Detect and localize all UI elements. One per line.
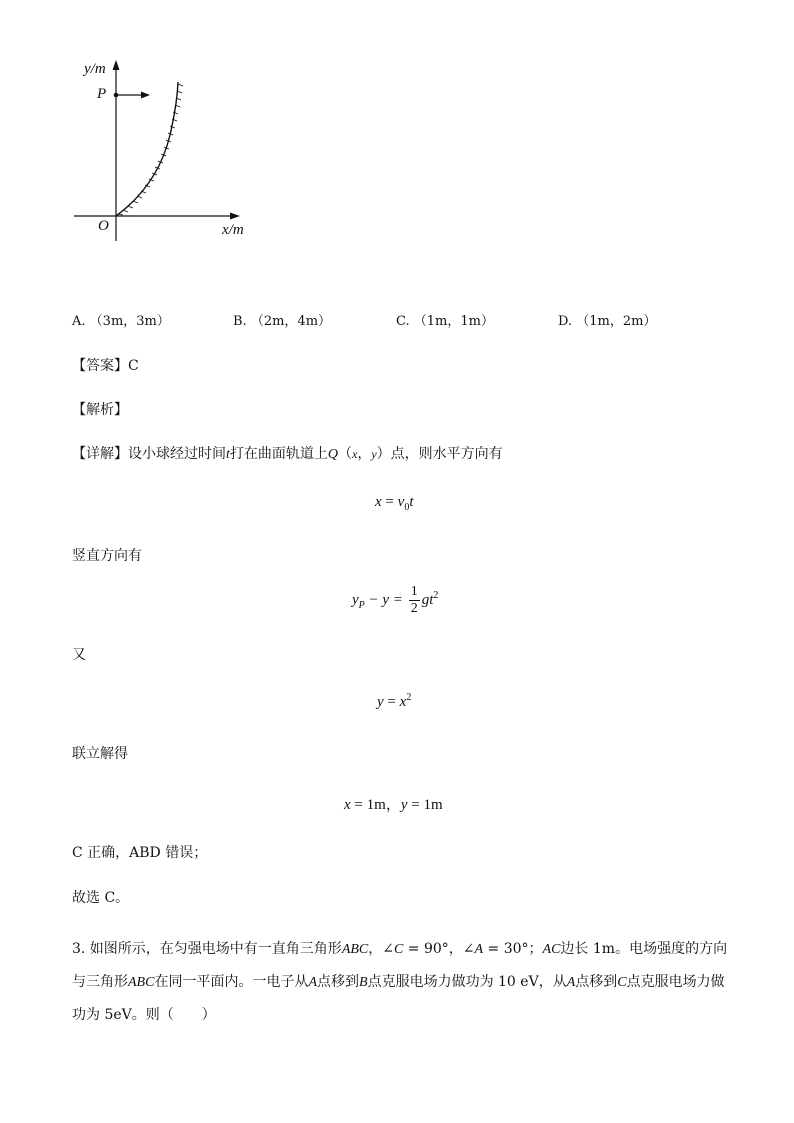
eq1-sub: 0 [404,502,410,513]
analysis-tag: 【解析】 [72,402,128,418]
option-a-value: （3m，3m） [89,314,170,329]
detail-text-a: 设小球经过时间 [128,446,226,462]
eq3-x: x [399,694,407,710]
var-q: Q [327,447,339,462]
eq4-xval: = 1m [350,797,386,813]
q3-p5: 边长 1m。电场强度的方向与三角形 [72,941,728,990]
detail-text-b: 打在曲面轨道上 [229,446,328,462]
q3-abc2: ABC [128,975,155,990]
fraction-half [409,584,420,617]
question-3 [72,933,732,1031]
q3-ac: AC [542,942,561,957]
answer-value: C [128,358,139,374]
frac-den: 2 [410,601,418,616]
answer-tag: 【答案】 [72,358,128,374]
vertical-text: 竖直方向有 [72,548,142,564]
eq2-minus: − y = [364,591,407,608]
eq1-lhs: x [375,494,382,510]
option-d-letter: D. [558,314,573,329]
point-p-label: P [97,86,107,102]
var-x: x [352,447,358,461]
eq1-t: t [409,494,414,510]
q3-c: C [394,942,404,957]
equation-horizontal [375,494,413,513]
q3-p2: ，∠ [368,941,394,957]
eq1-v: v [397,494,405,510]
eq2-sub: P [358,599,365,611]
paren-open: （ [338,446,353,462]
option-c [396,312,494,332]
answer-line [72,356,139,376]
eq4-yval: = 1m [407,797,443,813]
option-a [72,312,170,332]
eq4-y: y [400,797,408,813]
option-c-letter: C. [396,314,410,329]
detail-line [72,444,503,465]
comma: ， [357,446,372,462]
y-axis-label: y/m [84,61,106,77]
eq2-y: y [352,591,359,608]
option-d-value: （1m，2m） [576,314,657,329]
q3-p6: 在同一平面内。一电子从 [154,974,309,990]
q3-b: B [359,975,368,990]
q3-a3: A [566,975,576,990]
x-axis-label: x/m [222,222,244,238]
option-b-value: （2m，4m） [250,314,332,329]
option-b-letter: B. [233,314,247,329]
detail-tag: 【详解】 [72,446,128,462]
option-a-letter: A. [72,314,86,329]
q3-a2: A [308,975,318,990]
q3-p7: 点移到 [317,974,360,990]
eq3-lhs: y [377,694,384,710]
detail-text-c: 点，则水平方向有 [390,446,503,462]
q3-a: A [474,942,484,957]
eq3-equals: = [383,694,400,710]
var-y: y [371,447,377,461]
q3-abc1: ABC [341,942,369,957]
q3-p4: = 30°； [483,941,543,957]
frac-num: 1 [410,584,418,599]
eq4-sep: ， [385,797,401,813]
equation-curve [377,692,411,711]
q3-p10: 点克服电场力做功为 5eV。则（ ） [72,974,725,1023]
q3-p9: 点移到 [575,974,618,990]
figure-graphic [60,55,260,245]
coordinate-figure [60,55,260,245]
again-text: 又 [72,647,86,663]
eq2-gt: gt [421,591,434,608]
q3-p1: 3. 如图所示，在匀强电场中有一直角三角形 [72,941,342,957]
equation-vertical [352,584,438,617]
paren-close: ） [376,446,391,462]
eq4-x: x [344,797,351,813]
choose-text: 故选 C。 [72,890,130,906]
eq3-sup: 2 [406,692,412,703]
var-t: t [226,447,230,462]
solve-text: 联立解得 [72,746,128,762]
conclusion-text: C 正确，ABD 错误； [72,845,208,861]
q3-p8: 点克服电场力做功为 10 eV，从 [367,974,567,990]
origin-label: O [98,218,109,234]
eq1-equals: = [381,494,398,510]
equation-solution [344,793,443,814]
option-b [233,312,331,332]
q3-c2: C [617,975,627,990]
eq2-sup: 2 [433,589,439,601]
q3-p3: = 90°，∠ [403,941,475,957]
option-d [558,312,656,332]
option-c-value: （1m，1m） [413,314,494,329]
